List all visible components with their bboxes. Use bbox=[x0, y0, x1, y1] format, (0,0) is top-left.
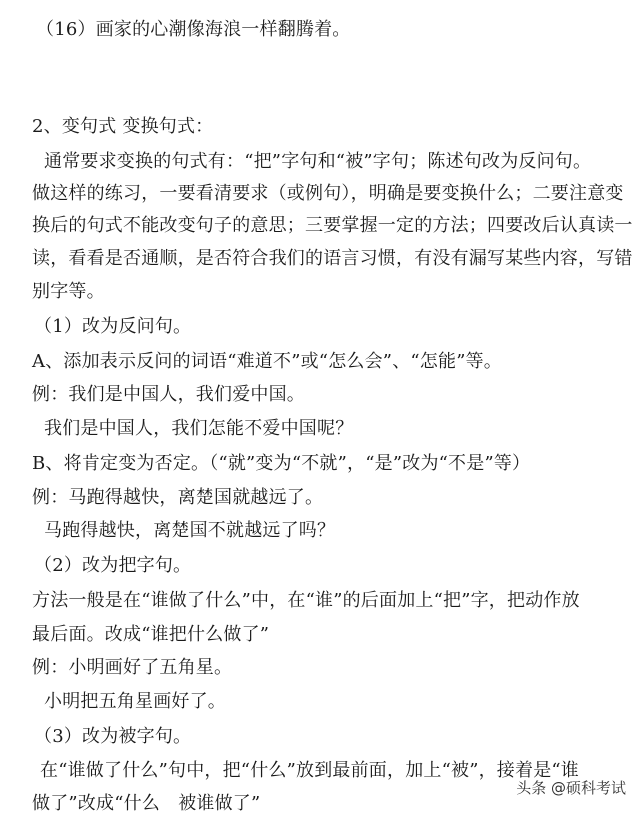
example-answer: 我们是中国人，我们怎能不爱中国呢？ bbox=[44, 418, 354, 439]
example-answer: 小明把五角星画好了。 bbox=[44, 691, 226, 712]
paragraph-line: 方法一般是在“谁做了什么”中，在“谁”的后面加上“把”字，把动作放 bbox=[32, 590, 580, 611]
subheading-bei-sentence: （3）改为被字句。 bbox=[34, 726, 192, 747]
watermark: 头条 @硕科考试 bbox=[516, 779, 626, 797]
paragraph-line: 换后的句式不能改变句子的意思；三要掌握一定的方法；四要改后认真读一 bbox=[32, 215, 633, 236]
paragraph-line: 做这样的练习，一要看清要求（或例句），明确是要变换什么；二要注意变 bbox=[32, 183, 624, 204]
subheading-rhetorical: （1）改为反问句。 bbox=[34, 316, 192, 337]
paragraph-line: 做了”改成“什么 被谁做了” bbox=[32, 793, 261, 814]
paragraph-line: 通常要求变换的句式有：“把”字句和“被”字句；陈述句改为反问句。 bbox=[44, 151, 592, 172]
point-b: B、将肯定变为否定。（“就”变为“不就”，“是”改为“不是”等） bbox=[32, 453, 531, 474]
point-a: A、添加表示反问的词语“难道不”或“怎么会”、“怎能”等。 bbox=[32, 351, 503, 372]
paragraph-line: 读，看看是否通顺，是否符合我们的语言习惯，有没有漏写某些内容，写错 bbox=[32, 248, 633, 269]
section-heading-change-sentence: 2、变句式 变换句式： bbox=[32, 116, 214, 137]
example-answer: 马跑得越快，离楚国不就越远了吗？ bbox=[44, 520, 336, 541]
example-line: 例：马跑得越快，离楚国就越远了。 bbox=[32, 487, 324, 508]
paragraph-line: 最后面。改成“谁把什么做了” bbox=[32, 624, 270, 645]
example-line: 例：小明画好了五角星。 bbox=[32, 657, 233, 678]
paragraph-line: 在“谁做了什么”句中，把“什么”放到最前面，加上“被”，接着是“谁 bbox=[40, 760, 580, 781]
line-16-example: （16）画家的心潮像海浪一样翻腾着。 bbox=[36, 19, 351, 40]
subheading-ba-sentence: （2）改为把字句。 bbox=[34, 555, 192, 576]
example-line: 例：我们是中国人，我们爱中国。 bbox=[32, 384, 305, 405]
paragraph-line: 别字等。 bbox=[32, 281, 105, 302]
